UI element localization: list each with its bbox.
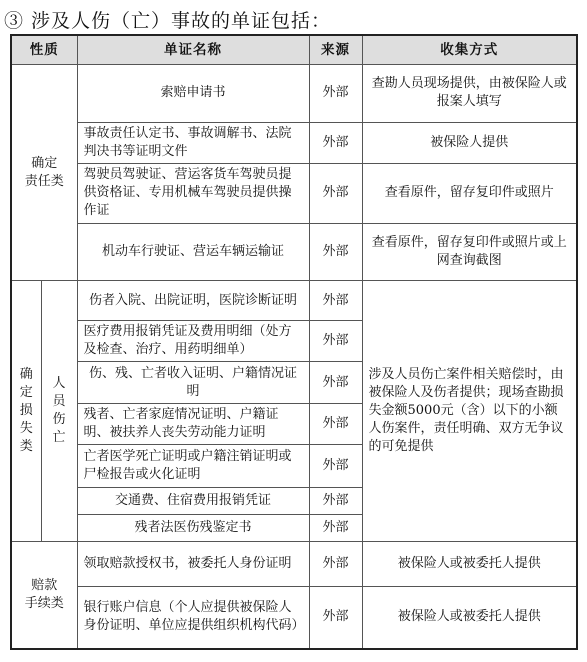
doc-name-cell: 残者法医伤残鉴定书 (77, 514, 309, 541)
source-cell: 外部 (309, 586, 362, 649)
table-header-row (11, 35, 577, 65)
source-cell: 外部 (309, 487, 362, 514)
method-cell: 被保险人或被委托人提供 (362, 586, 577, 649)
document-table (10, 34, 578, 650)
doc-name-cell: 机动车行驶证、营运车辆运输证 (77, 223, 309, 281)
method-cell: 查勘人员现场提供，由被保险人或报案人填写 (362, 65, 577, 123)
header-source: 来源 (309, 35, 362, 65)
table-row (11, 281, 577, 320)
source-cell: 外部 (309, 514, 362, 541)
source-cell: 外部 (309, 445, 362, 487)
doc-name-cell: 驾驶员驾驶证、营运客货车驾驶员提供资格证、专用机械车驾驶员提供操作证 (77, 164, 309, 224)
doc-name-cell: 医疗费用报销凭证及费用明细（处方及检查、治疗、用药明细单） (77, 320, 309, 361)
source-cell: 外部 (309, 320, 362, 361)
header-doc-name: 单证名称 (77, 35, 309, 65)
source-cell: 外部 (309, 362, 362, 403)
table-row (11, 586, 577, 649)
doc-name-cell: 交通费、住宿费用报销凭证 (77, 487, 309, 514)
category-liability: 确定 责任类 (11, 65, 77, 281)
source-cell: 外部 (309, 65, 362, 123)
doc-name-cell: 伤、残、亡者收入证明、户籍情况证明 (77, 362, 309, 403)
page-title: ③ 涉及人伤（亡）事故的单证包括： (4, 10, 332, 32)
method-cell: 查看原件，留存复印件或照片 (362, 164, 577, 224)
source-cell: 外部 (309, 281, 362, 320)
doc-name-cell: 亡者医学死亡证明或户籍注销证明或尸检报告或火化证明 (77, 445, 309, 487)
header-category: 性质 (11, 35, 77, 65)
table-row (11, 164, 577, 224)
method-cell: 查看原件，留存复印件或照片或上网查询截图 (362, 223, 577, 281)
category-loss: 确 定 损 失 类 (11, 281, 41, 542)
doc-name-cell: 伤者入院、出院证明，医院诊断证明 (77, 281, 309, 320)
source-cell: 外部 (309, 223, 362, 281)
source-cell: 外部 (309, 164, 362, 224)
source-cell: 外部 (309, 542, 362, 586)
doc-name-cell: 残者、亡者家庭情况证明、户籍证明、被扶养人丧失劳动能力证明 (77, 403, 309, 444)
table-row (11, 122, 577, 163)
table-row (11, 542, 577, 586)
doc-name-cell: 领取赔款授权书，被委托人身份证明 (77, 542, 309, 586)
subcategory-injury: 人 员 伤 亡 (41, 281, 77, 542)
method-cell: 被保险人或被委托人提供 (362, 542, 577, 586)
doc-name-cell: 事故责任认定书、事故调解书、法院判决书等证明文件 (77, 122, 309, 163)
table-row (11, 65, 577, 123)
doc-name-cell: 银行账户信息（个人应提供被保险人身份证明、单位应提供组织机构代码） (77, 586, 309, 649)
source-cell: 外部 (309, 403, 362, 444)
category-claim: 赔款 手续类 (11, 542, 77, 649)
method-cell: 被保险人提供 (362, 122, 577, 163)
method-cell-shared: 涉及人员伤亡案件相关赔偿时，由被保险人及伤者提供；现场查勘损失金额5000元（含）以下的小额人伤案件，责任明确、双方无争议的可免提供 (362, 281, 577, 542)
source-cell: 外部 (309, 122, 362, 163)
table-row (11, 223, 577, 281)
header-method: 收集方式 (362, 35, 577, 65)
doc-name-cell: 索赔申请书 (77, 65, 309, 123)
